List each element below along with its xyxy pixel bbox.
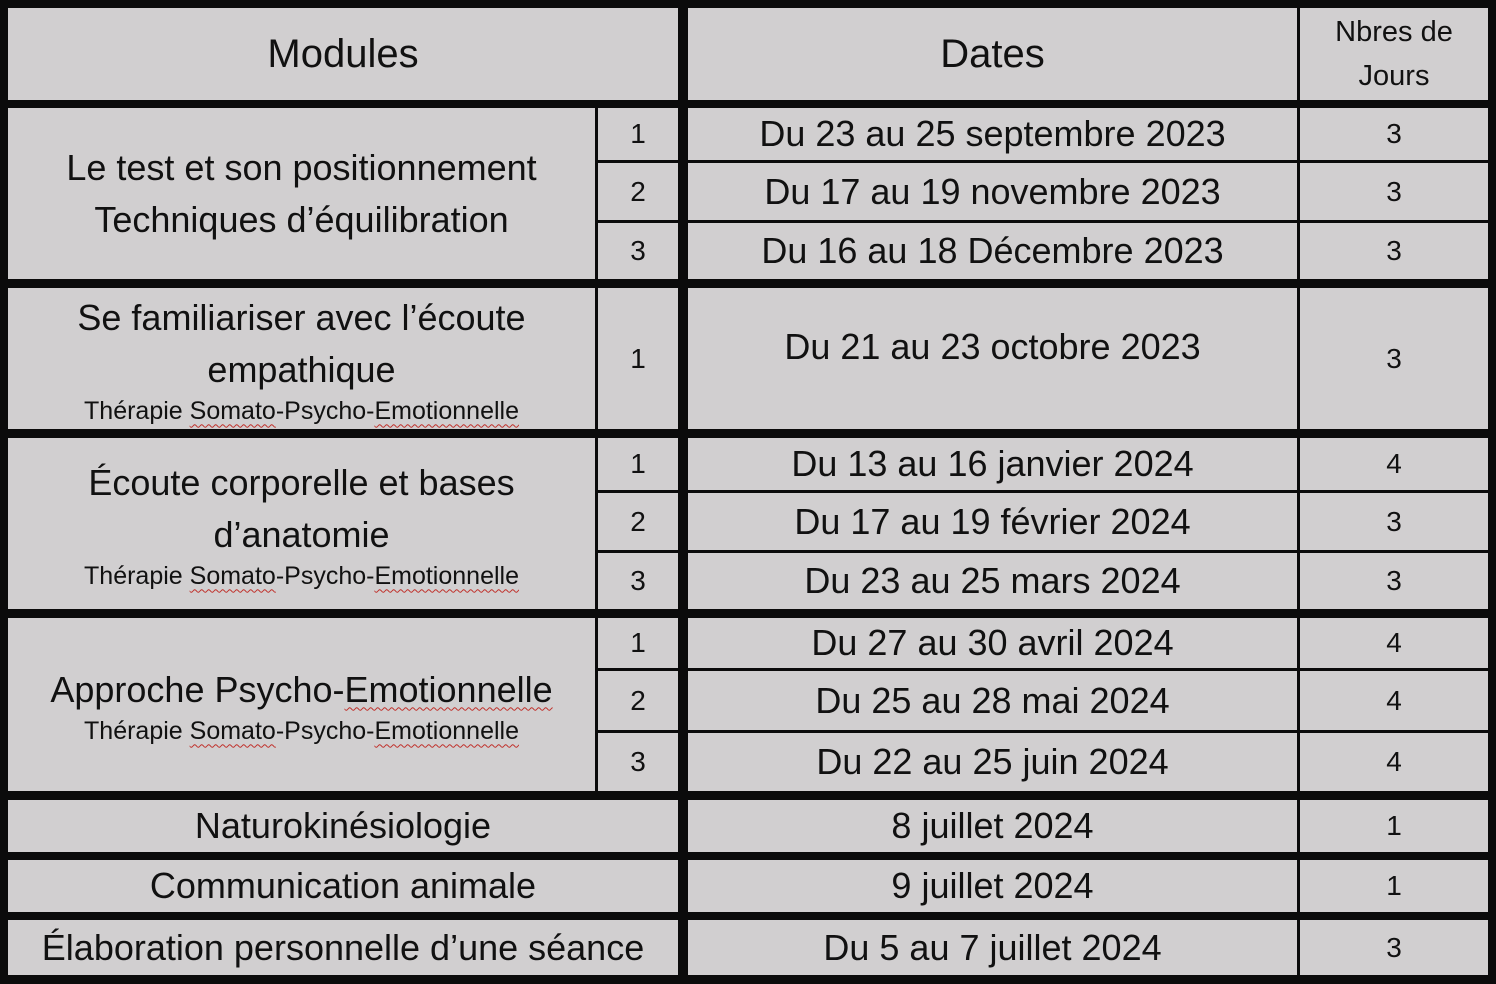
session-days: 3 — [1300, 163, 1488, 220]
session-number: 1 — [598, 108, 678, 160]
module-title-cell: Élaboration personnelle d’une séance — [8, 920, 678, 975]
module-subtitle: Thérapie Somato-Psycho-Emotionnelle — [84, 561, 519, 590]
module-title-line: d’anatomie — [213, 513, 390, 555]
session-days: 4 — [1300, 671, 1488, 730]
session-days: 4 — [1300, 733, 1488, 791]
module-title-line: Écoute corporelle et bases — [88, 461, 515, 503]
session-date: Du 5 au 7 juillet 2024 — [688, 920, 1297, 975]
session-date: Du 17 au 19 novembre 2023 — [688, 163, 1297, 220]
session-days: 3 — [1300, 288, 1488, 429]
module-subtitle: Thérapie Somato-Psycho-Emotionnelle — [84, 716, 519, 745]
session-number: 3 — [598, 223, 678, 279]
header-days — [1300, 8, 1488, 100]
module-title-line: Techniques d’équilibration — [94, 198, 509, 240]
module-title-cell — [8, 108, 595, 279]
session-number: 1 — [598, 438, 678, 490]
module-subtitle: Thérapie Somato-Psycho-Emotionnelle — [84, 396, 519, 425]
session-date: Du 25 au 28 mai 2024 — [688, 671, 1297, 730]
session-date: 9 juillet 2024 — [688, 860, 1297, 912]
session-date: Du 23 au 25 mars 2024 — [688, 553, 1297, 609]
session-days: 4 — [1300, 438, 1488, 490]
session-date: 8 juillet 2024 — [688, 800, 1297, 852]
session-number: 3 — [598, 733, 678, 791]
header-modules: Modules — [8, 8, 678, 100]
session-days: 4 — [1300, 618, 1488, 668]
session-number: 1 — [598, 618, 678, 668]
header-dates: Dates — [688, 8, 1297, 100]
session-days: 3 — [1300, 553, 1488, 609]
module-title-line: empathique — [207, 348, 396, 390]
module-title-cell: Naturokinésiologie — [8, 800, 678, 852]
module-title-line: Approche Psycho-Emotionnelle — [50, 668, 553, 710]
session-days: 3 — [1300, 920, 1488, 975]
session-days: 1 — [1300, 800, 1488, 852]
module-title-cell — [8, 288, 595, 429]
session-days: 3 — [1300, 108, 1488, 160]
module-title-cell — [8, 618, 595, 791]
session-days: 3 — [1300, 493, 1488, 550]
module-title-cell — [8, 438, 595, 609]
module-title-line: Se familiariser avec l’écoute — [77, 296, 526, 338]
session-date: Du 21 au 23 octobre 2023 — [688, 288, 1297, 429]
session-date: Du 22 au 25 juin 2024 — [688, 733, 1297, 791]
session-date: Du 17 au 19 février 2024 — [688, 493, 1297, 550]
session-date: Du 13 au 16 janvier 2024 — [688, 438, 1297, 490]
module-title-cell: Communication animale — [8, 860, 678, 912]
header-days-line1: Nbres de — [1335, 16, 1453, 48]
module-title-line: Le test et son positionnement — [66, 146, 537, 188]
session-days: 1 — [1300, 860, 1488, 912]
session-days: 3 — [1300, 223, 1488, 279]
header-days-line2: Jours — [1358, 60, 1430, 92]
session-number: 2 — [598, 671, 678, 730]
session-number: 2 — [598, 163, 678, 220]
session-number: 2 — [598, 493, 678, 550]
session-number: 1 — [598, 288, 678, 429]
session-number: 3 — [598, 553, 678, 609]
session-date: Du 23 au 25 septembre 2023 — [688, 108, 1297, 160]
session-date: Du 27 au 30 avril 2024 — [688, 618, 1297, 668]
session-date: Du 16 au 18 Décembre 2023 — [688, 223, 1297, 279]
